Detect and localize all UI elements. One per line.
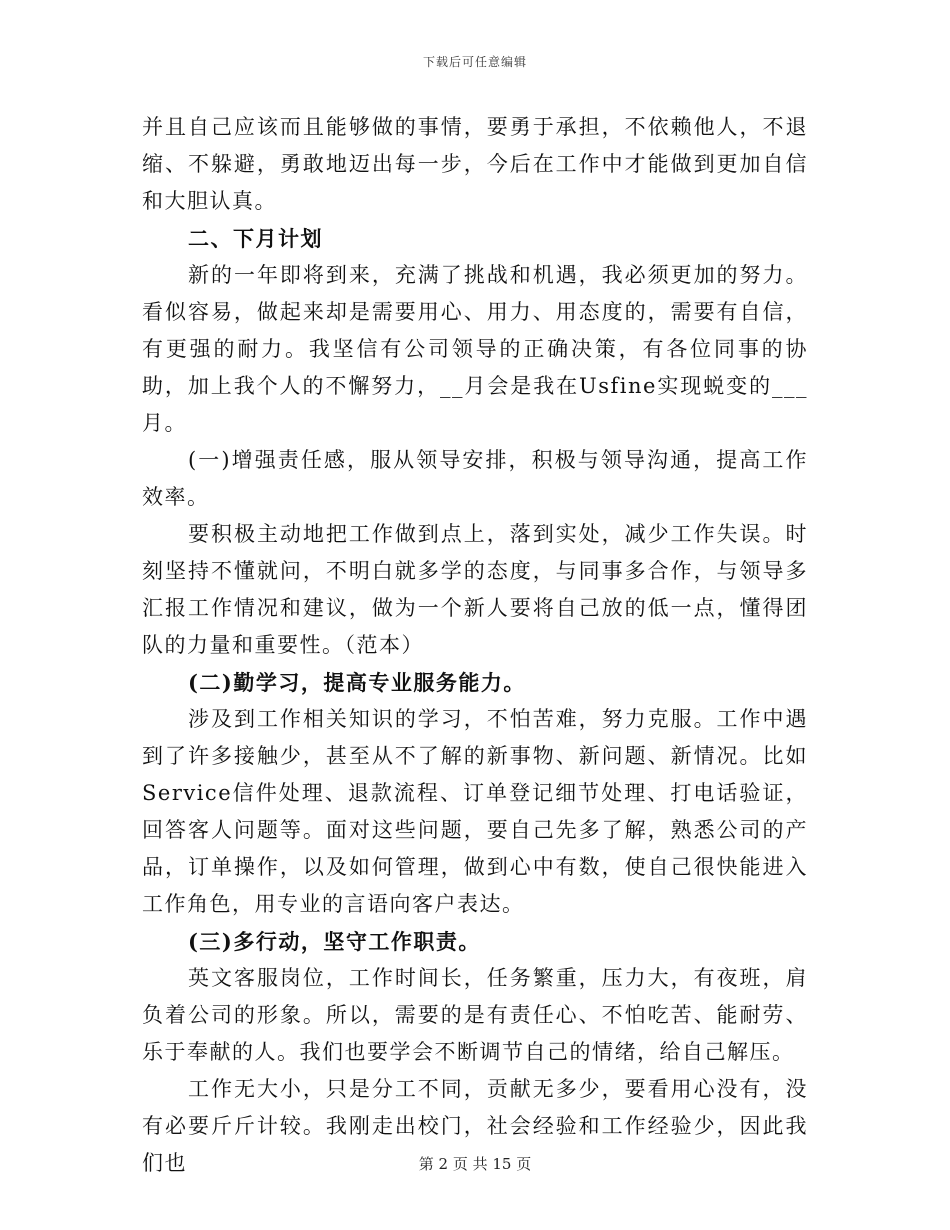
page-header: 下载后可任意编辑: [422, 55, 527, 69]
paragraph-action: 英文客服岗位，工作时间长，任务繁重，压力大，有夜班，肩负着公司的形象。所以，需要的是有责任心、不怕吃苦、能耐劳、乐于奉献的人。我们也要学会不断调节自己的情绪，给自己解压。: [142, 966, 808, 1064]
section-heading-next-month-plan: 二、下月计划: [188, 226, 323, 251]
document-body: [142, 109, 808, 1182]
subheading-study: (二)勤学习，提高专业服务能力。: [188, 670, 526, 695]
paragraph-study: 涉及到工作相关知识的学习，不怕苦难，努力克服。工作中遇到了许多接触少，甚至从不了解的新事物、新问题、新情况。比如Service信件处理、退款流程、订单登记细节处理、打电话验证，回答客人问题等。面对这些问题，要自己先多了解，熟悉公司的产品，订单操作，以及如何管理，做到心中有数，使自己很快能进入工作角色，用专业的言语向客户表达。: [142, 707, 808, 916]
subheading-responsibility: (一)增强责任感，服从领导安排，积极与领导沟通，提高工作效率。: [142, 448, 808, 509]
paragraph-closing: 工作无大小，只是分工不同，贡献无多少，要看用心没有，没有必要斤斤计较。我刚走出校门，社会经验和工作经验少，因此我们也: [142, 1077, 808, 1175]
paragraph-responsibility: 要积极主动地把工作做到点上，落到实处，减少工作失误。时刻坚持不懂就问，不明白就多学的态度，与同事多合作，与领导多汇报工作情况和建议，做为一个新人要将自己放的低一点，懂得团队的力量和重要性。（范本）: [142, 522, 808, 657]
paragraph-intro: 新的一年即将到来，充满了挑战和机遇，我必须更加的努力。看似容易，做起来却是需要用心、用力、用态度的，需要有自信，有更强的耐力。我坚信有公司领导的正确决策，有各位同事的协助，加上我个人的不懈努力，__月会是我在Usfine实现蜕变的___月。: [142, 263, 808, 435]
paragraph-continuation: 并且自己应该而且能够做的事情，要勇于承担，不依赖他人，不退缩、不躲避，勇敢地迈出每一步，今后在工作中才能做到更加自信和大胆认真。: [142, 115, 808, 213]
subheading-action: (三)多行动，坚守工作职责。: [188, 929, 481, 954]
page-number: 第 2 页 共 15 页: [418, 1155, 532, 1173]
